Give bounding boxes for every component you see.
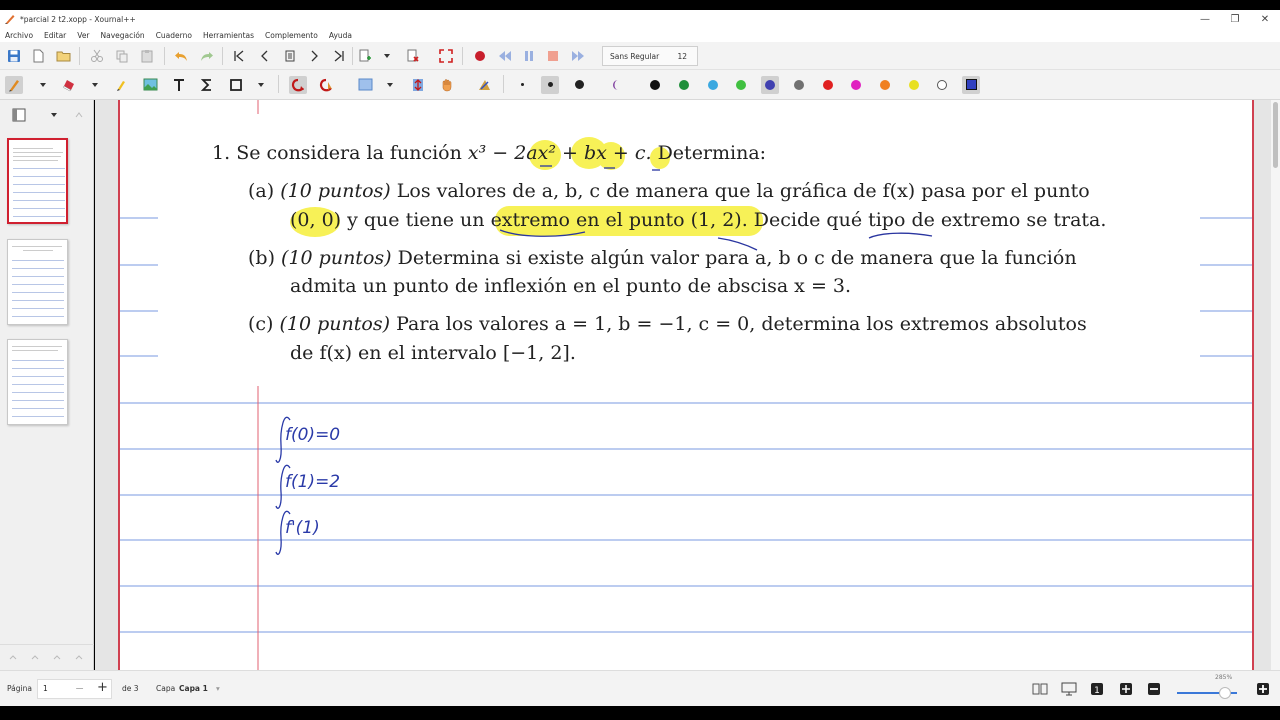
custom-color-button[interactable]: [962, 76, 980, 94]
sidebar-collapse-icon[interactable]: [70, 106, 88, 124]
copy-icon[interactable]: [113, 47, 131, 65]
menu-bar: [0, 28, 1280, 42]
shape-dropdown-icon[interactable]: [252, 76, 270, 94]
font-size: 12: [677, 51, 687, 61]
menu-cuaderno[interactable]: Cuaderno: [155, 30, 192, 40]
zoom-in-icon[interactable]: [1254, 680, 1272, 698]
rewind-icon[interactable]: [496, 47, 514, 65]
pen-dropdown-icon[interactable]: [34, 76, 52, 94]
question-expression: x³ − 2ax² + bx + c.: [467, 142, 652, 164]
pause-icon[interactable]: [520, 47, 538, 65]
layer-dropdown-icon[interactable]: ▾: [216, 684, 220, 693]
thickness-medium-icon[interactable]: [541, 76, 559, 94]
floating-toolbox-icon[interactable]: [475, 76, 493, 94]
part-a-text-2: (0, 0) y que tiene un extremo en el punto (1, 2). Decide qué tipo de extremo se trata.: [290, 209, 1107, 231]
select-rectangle-icon[interactable]: [356, 76, 374, 94]
menu-editar[interactable]: Editar: [44, 30, 67, 40]
text-tool-icon[interactable]: [170, 76, 188, 94]
layer-selector[interactable]: Capa 1: [179, 684, 208, 693]
menu-ayuda[interactable]: Ayuda: [328, 30, 353, 40]
part-c-line-1: [248, 313, 1087, 335]
highlighter-icon[interactable]: [112, 76, 130, 94]
font-name: Sans Regular: [610, 51, 660, 61]
thickness-fine-icon[interactable]: [513, 76, 531, 94]
menu-complemento[interactable]: Complemento: [265, 30, 318, 40]
maximize-button[interactable]: ❐: [1230, 13, 1240, 25]
handwriting-line-2: f(1)=2: [285, 472, 341, 492]
part-b-text-1: Determina si existe algún valor para a, b o c de manera que la función: [397, 247, 1077, 269]
scrollbar-thumb[interactable]: [1273, 102, 1278, 168]
color-swatch-lightgreen[interactable]: [732, 76, 750, 94]
bottom-black-band: [0, 706, 1280, 720]
cut-icon[interactable]: [88, 47, 106, 65]
font-selector[interactable]: [602, 46, 698, 66]
redo-icon[interactable]: [197, 47, 215, 65]
page-count: de 3: [122, 684, 139, 693]
color-swatch-yellow[interactable]: [905, 76, 923, 94]
part-a-label: (a): [248, 180, 275, 202]
xournal-app-icon: [4, 13, 16, 25]
color-swatch-blue[interactable]: [761, 76, 779, 94]
sidebar-move-bottom-icon[interactable]: [70, 649, 88, 667]
color-swatch-magenta[interactable]: [847, 76, 865, 94]
presentation-mode-icon[interactable]: [1060, 680, 1078, 698]
top-black-band: [0, 0, 1280, 10]
layer-label: Capa: [156, 684, 176, 693]
insert-page-icon[interactable]: [356, 47, 374, 65]
page-label: Página: [7, 684, 32, 693]
zoom-slider-handle[interactable]: [1219, 687, 1231, 699]
handwriting-line-1: f(0)=0: [285, 425, 341, 445]
part-a-text-1: Los valores de a, b, c de manera que la gráfica de f(x) pasa por el punto: [396, 180, 1090, 202]
question-text-a: Se considera la función: [236, 142, 462, 164]
drawing-toolbar: [0, 70, 1280, 100]
question-1: [212, 142, 766, 164]
zoom-fit-icon[interactable]: [1117, 680, 1135, 698]
part-c-points: (10 puntos): [279, 313, 391, 335]
next-page-icon[interactable]: [305, 47, 323, 65]
close-button[interactable]: ✕: [1260, 13, 1270, 25]
paired-pages-icon[interactable]: [1031, 680, 1049, 698]
paste-icon[interactable]: [138, 47, 156, 65]
insert-page-dropdown-icon[interactable]: [378, 47, 396, 65]
pen-icon[interactable]: [5, 76, 23, 94]
part-b-label: (b): [248, 247, 275, 269]
delete-page-icon[interactable]: [404, 47, 422, 65]
page-increment-icon[interactable]: +: [97, 680, 108, 695]
page-number-value: 1: [43, 684, 48, 693]
zoom-100-icon[interactable]: [1088, 680, 1106, 698]
color-swatch-black[interactable]: [646, 76, 664, 94]
sidebar-move-top-icon[interactable]: [4, 649, 22, 667]
sidebar-dropdown-icon[interactable]: [45, 106, 63, 124]
part-b-text-2: admita un punto de inflexión en el punto de abscisa x = 3.: [290, 275, 852, 297]
page-thumbnail-3[interactable]: [7, 339, 68, 425]
part-a-points: (10 puntos): [280, 180, 391, 202]
shape-rectangle-icon[interactable]: [227, 76, 245, 94]
document-page[interactable]: [118, 100, 1254, 670]
color-swatch-red[interactable]: [819, 76, 837, 94]
window-title: *parcial 2 t2.xopp - Xournal++: [20, 14, 136, 24]
minimize-button[interactable]: —: [1200, 13, 1210, 25]
vertical-scrollbar[interactable]: [1271, 100, 1280, 670]
select-dropdown-icon[interactable]: [381, 76, 399, 94]
menu-navegacion[interactable]: Navegación: [100, 30, 145, 40]
handwriting-line-3: f'(1): [285, 518, 320, 538]
part-c-text-1: Para los valores a = 1, b = −1, c = 0, determina los extremos absolutos: [396, 313, 1087, 335]
part-a-line-1: [248, 180, 1090, 202]
open-folder-icon[interactable]: [54, 47, 72, 65]
color-swatch-white[interactable]: [933, 76, 951, 94]
color-swatch-green[interactable]: [675, 76, 693, 94]
sidebar-move-down-icon[interactable]: [48, 649, 66, 667]
color-swatch-lightblue[interactable]: [704, 76, 722, 94]
part-b-line-1: [248, 247, 1077, 269]
fill-icon[interactable]: [608, 76, 626, 94]
document-canvas[interactable]: [95, 100, 1280, 670]
part-b-points: (10 puntos): [281, 247, 392, 269]
page-decrement-icon[interactable]: −: [75, 682, 85, 695]
page-thumbnail-1[interactable]: [7, 138, 68, 224]
new-document-icon[interactable]: [29, 47, 47, 65]
first-page-icon[interactable]: [230, 47, 248, 65]
vertical-space-icon[interactable]: [409, 76, 427, 94]
page-preview-sidebar: [0, 100, 94, 670]
select-object-icon[interactable]: [317, 76, 335, 94]
sidebar-pages-icon[interactable]: [10, 106, 28, 124]
part-c-text-2: de f(x) en el intervalo [−1, 2].: [290, 342, 576, 364]
stop-icon[interactable]: [544, 47, 562, 65]
question-text-b: Determina:: [657, 142, 767, 164]
record-icon[interactable]: [471, 47, 489, 65]
question-number: 1.: [212, 142, 231, 164]
main-toolbar: [0, 42, 1280, 70]
title-bar: [0, 10, 1280, 28]
sidebar-move-up-icon[interactable]: [26, 649, 44, 667]
select-region-icon[interactable]: [289, 76, 307, 94]
zoom-out-icon[interactable]: [1145, 680, 1163, 698]
menu-ver[interactable]: Ver: [77, 30, 90, 40]
save-icon[interactable]: [5, 47, 23, 65]
svg-text:1: 1: [1094, 685, 1100, 696]
fullscreen-icon[interactable]: [437, 47, 455, 65]
menu-herramientas[interactable]: Herramientas: [202, 30, 255, 40]
color-swatch-gray[interactable]: [790, 76, 808, 94]
color-swatch-orange[interactable]: [876, 76, 894, 94]
zoom-level: 285%: [1215, 674, 1233, 681]
latex-sigma-icon[interactable]: [198, 76, 216, 94]
page-thumbnail-2[interactable]: [7, 239, 68, 325]
hand-tool-icon[interactable]: [438, 76, 456, 94]
status-bar: [0, 670, 1280, 706]
menu-archivo[interactable]: Archivo: [5, 30, 34, 40]
previous-page-icon[interactable]: [256, 47, 274, 65]
fast-forward-icon[interactable]: [569, 47, 587, 65]
image-icon[interactable]: [141, 76, 159, 94]
last-page-icon[interactable]: [330, 47, 348, 65]
goto-page-icon[interactable]: [281, 47, 299, 65]
undo-icon[interactable]: [172, 47, 190, 65]
eraser-dropdown-icon[interactable]: [86, 76, 104, 94]
eraser-icon[interactable]: [60, 76, 78, 94]
thickness-thick-icon[interactable]: [570, 76, 588, 94]
part-c-label: (c): [248, 313, 274, 335]
